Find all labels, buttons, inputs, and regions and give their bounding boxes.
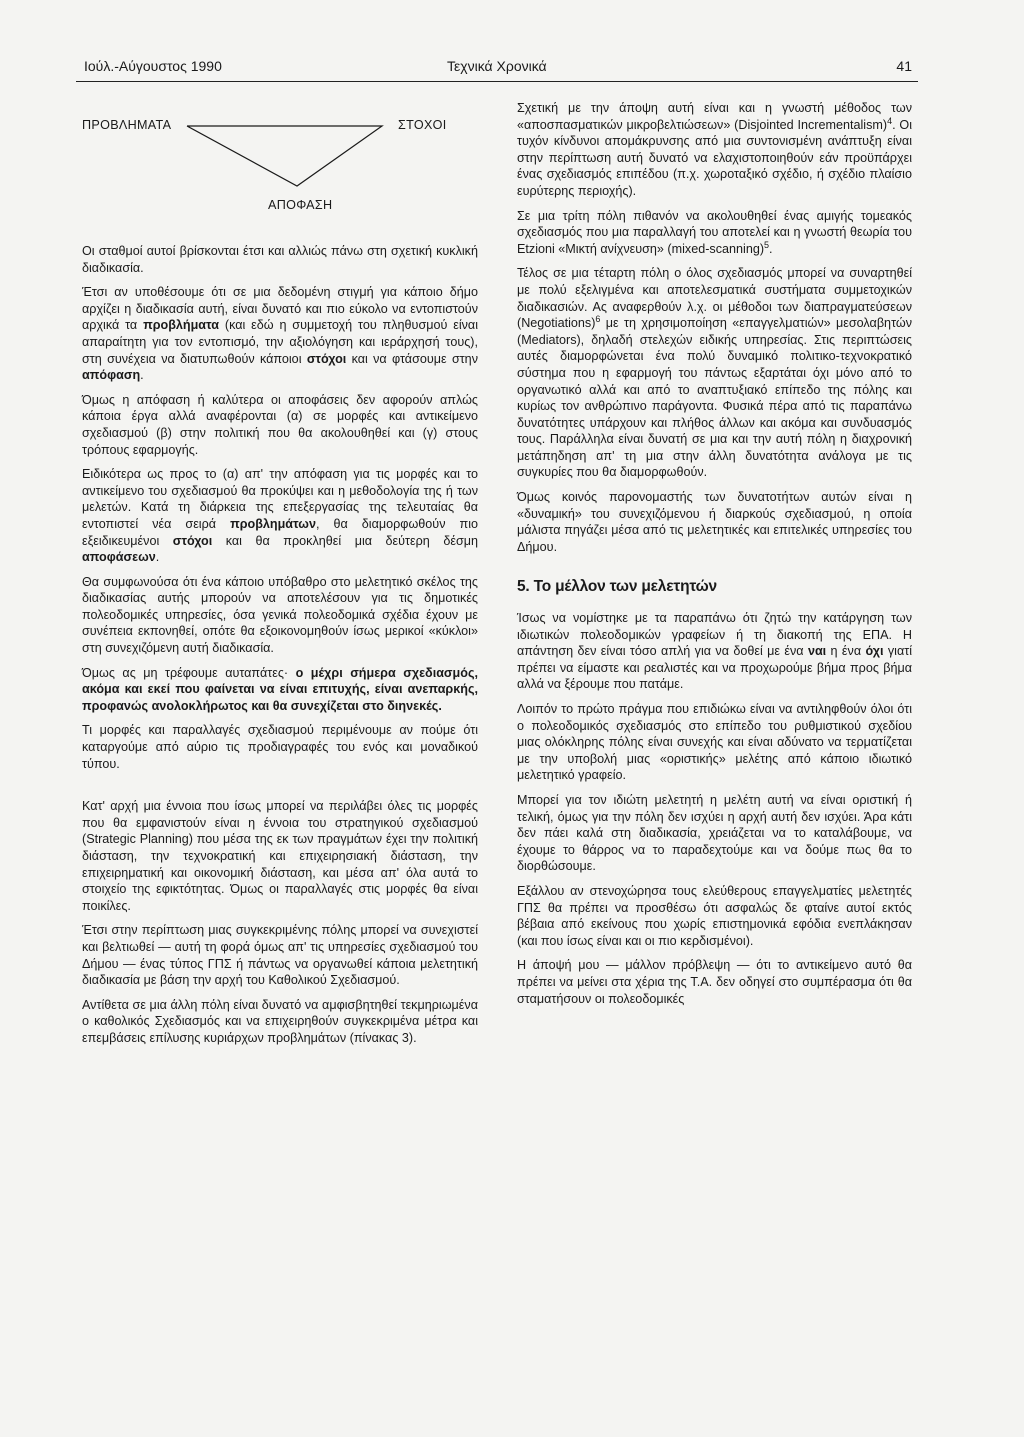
paragraph: Έτσι στην περίπτωση μιας συγκεκριμένης πόλης μπορεί να συνεχιστεί και βελτιωθεί — αυτή τη φορά όμως απ' τις υπηρεσίες σχεδιασμού του Δήμου — ένας τύπος ΓΠΣ ή πάντως να οργανωθεί κάποια μελετητική διαδικασία με βάση την αρχή του Καθολικού Σχεδιασμού. — [82, 923, 478, 988]
section-heading: 5. Το μέλλον των μελετητών — [517, 578, 717, 596]
paragraph: Σε μια τρίτη πόλη πιθανόν να ακολουθηθεί ένας αμιγής τομεακός σχεδιασμός που μια παραλλαγή του αποτελεί και η γνωστή θεωρία του Etzioni «Μικτή ανίχνευση» (mixed-scanning)$^5$. — [517, 208, 912, 256]
paragraph: Θα συμφωνούσα ότι ένα κάποιο υπόβαθρο στο μελετητικό σκέλος της διαδικασίας αυτής μπορούν να αποτελέσουν για τις δημοτικές πολεοδομικές υπηρεσίες, όσα γενικά πολεοδομικά σχέδια έχουν με συνέπεια εκπονηθεί, οπότε θα εξοικονομηθούν ίσως μερικοί «κύκλοι» στη συνεχιζόμενη αυτή διαδικασία. — [82, 574, 478, 656]
paragraph: Όμως ας μη τρέφουμε αυταπάτες· ο μέχρι σήμερα σχεδιασμός, ακόμα και εκεί που φαίνεται να είναι επιτυχής, είναι ανεπαρκής, προφανώς ανολοκλήρωτος και θα συνεχίζεται στο διηνεκές. — [82, 665, 478, 713]
left-column — [82, 243, 478, 1055]
triangle-shape — [187, 126, 382, 186]
paragraph: Όμως κοινός παρονομαστής των δυνατοτήτων αυτών είναι η «δυναμική» του συνεχιζόμενου ή διαρκούς σχεδιασμού, η οποία μάλιστα πηγάζει μέσα από τις μελετητικές και επιτελικές υπηρεσίες του Δήμου. — [517, 490, 912, 554]
label-decision: ΑΠΟΦΑΣΗ — [268, 198, 333, 212]
page-number: 41 — [896, 58, 912, 74]
paragraph: Κατ' αρχή μια έννοια που ίσως μπορεί να περιλάβει όλες τις μορφές που θα εμφανιστούν είναι η έννοια του στρατηγικού σχεδιασμού (Strategic Planning) που μέσα της εκ των πραγμάτων έχει την πολιτική διάσταση, την τεχνοκρατική και επιχειρησιακή διάσταση, την επιχειρηματική και οικονομική διάσταση, και μέσα απ' όλα αυτά το στοιχείο της εφικτότητας. Όμως οι παραλλαγές στις μορφές θα είναι ποικίλες. — [82, 799, 478, 913]
paragraph: Όμως η απόφαση ή καλύτερα οι αποφάσεις δεν αφορούν απλώς κάποια έργα αλλά αναφέρονται (α) σε μορφές και αντικείμενο σχεδιασμού (β) στην πολιτική που θα ακολουθηθεί και (γ) στους τρόπους εφαρμογής. — [82, 392, 478, 457]
label-goals: ΣΤΟΧΟΙ — [398, 118, 447, 132]
paragraph: Αντίθετα σε μια άλλη πόλη είναι δυνατό να αμφισβητηθεί τεκμηριωμένα ο καθολικός Σχεδιασμός και να επιχειρηθούν συγκεκριμένα μέτρα και επεμβάσεις επίλυσης κυριάρχων προβλημάτων (πίνακας 3). — [82, 997, 478, 1045]
paragraph: Τι μορφές και παραλλαγές σχεδιασμού περιμένουμε αν πούμε ότι καταργούμε από αύριο τις προδιαγραφές του ενός και μοναδικού τύπου. — [82, 723, 478, 771]
label-problems: ΠΡΟΒΛΗΜΑΤΑ — [82, 118, 172, 132]
page-header — [76, 56, 918, 82]
paragraph: Λοιπόν το πρώτο πράγμα που επιδιώκω είναι να αντιληφθούν όλοι ότι ο πολεοδομικός σχεδιασμός στο επίπεδο του ρυθμιστικού σχεδίου μιας ολόκληρης πόλης είναι συνεχής και είναι αδύνατο να τερματίζεται με την υποβολή μιας «οριστικής» μελέτης από κάποιο ιδιωτικό μελετητικό γραφείο. — [517, 702, 912, 783]
paragraph: Τέλος σε μια τέταρτη πόλη ο όλος σχεδιασμός μπορεί να συναρτηθεί με πολύ εξελιγμένα και αποτελεσματικά συστήματα συμμετοχικών διαδικασιών. Ας αναφερθούν λ.χ. οι μέθοδοι των διαπραγματεύσεων (Negotiations)$^6$ με τη χρησιμοποίηση «επαγγελματιών» μεσολαβητών (Mediators), δηλαδή στελεχών ειδικής υπηρεσίας. Στις περιπτώσεις αυτές διαμορφώνεται ένα πολύ δυναμικό πολιτικο-τεχνοκρατικό σύστημα που η εφαρμογή του πάντως εξαρτάται όχι μόνο από το οργανωτικό αλλά και από το αναπτυξιακό επίπεδο της πόλης και κυρίως τον ανθρώπινο παράγοντα. Φυσικά πέρα από τις παραπάνω δυνατότητες υπάρχουν και πλήθος άλλων και ακόμα και συνδυασμός τους. Παράλληλα είναι δυνατή σε μια και την αυτή πόλη η διαχρονική μετάπηδηση απ' τη μια στην άλλη δυνατότητα ανάλογα με τις συγκυρίες που θα διαμορφωθούν. — [517, 266, 912, 480]
paragraph: Ειδικότερα ως προς το (α) απ' την απόφαση για τις μορφές και το αντικείμενο του σχεδιασμού θα προκύψει και η μεθοδολογία της ή των μελετών. Κατά τη διάρκεια της επεξεργασίας της τελευταίας θα εντοπιστεί νέα σειρά προβλημάτων, θα διαμορφωθούν πιο εξειδικευμένοι στόχοι και θα προκληθεί μια δεύτερη δέσμη αποφάσεων. — [82, 467, 478, 565]
journal-title: Τεχνικά Χρονικά — [447, 58, 547, 74]
decision-triangle-diagram — [82, 98, 482, 228]
right-column — [517, 100, 912, 1015]
issue-date: Ιούλ.-Αύγουστος 1990 — [84, 58, 222, 74]
paragraph: Η άποψή μου — μάλλον πρόβλεψη — ότι το αντικείμενο αυτό θα πρέπει να μείνει στα χέρια της Τ.Α. δεν οδηγεί στο συμπέρασμα ότι θα σταματήσουν οι πολεοδομικές — [517, 958, 912, 1006]
paragraph: Μπορεί για τον ιδιώτη μελετητή η μελέτη αυτή να είναι οριστική ή τελική, όμως για την πόλη δεν ισχύει η αρχή αυτή δεν ισχύει. Άρα κάτι δεν πάει καλά στη διαδικασία, χρειάζεται να το καταλάβουμε, να έχουμε το θάρρος να το παραδεχτούμε και να δούμε πως θα το διορθώσουμε. — [517, 792, 912, 874]
paragraph: Οι σταθμοί αυτοί βρίσκονται έτσι και αλλιώς πάνω στη σχετική κυκλική διαδικασία. — [82, 244, 478, 275]
header-rule — [76, 81, 918, 82]
paragraph: Έτσι αν υποθέσουμε ότι σε μια δεδομένη στιγμή για κάποιο δήμο αρχίζει η διαδικασία αυτή, είναι δυνατό και πιο εύκολο να εντοπιστούν αρχικά τα προβλήματα (και εδώ η συμμετοχή του πληθυσμού είναι απαραίτητη για τον εντοπισμό, την αξιολόγηση και ιεράρχησή τους), στη συνέχεια να διατυπωθούν κάποιοι στόχοι και να φτάσουμε στην απόφαση. — [82, 285, 478, 383]
paragraph: Εξάλλου αν στενοχώρησα τους ελεύθερους επαγγελματίες μελετητές ΓΠΣ θα πρέπει να προσθέσω ότι ασφαλώς δε φταίνε αυτοί εκτός βέβαια από εκείνους που χωρίς επιστημονικά εφόδια ενεπλάκησαν (και που ίσως είναι και οι πιο κερδισμένοι). — [517, 883, 912, 948]
paragraph: Σχετική με την άποψη αυτή είναι και η γνωστή μέθοδος των «αποσπασματικών μικροβελτιώσεων» (Disjointed Incrementalism)$^4$. Οι τυχόν κίνδυνοι απομάκρυνσης από μια συντονισμένη ανάπτυξη είναι στην περίπτωση αυτή δυνατό να ελαχιστοποιηθούν εάν προϋπάρχει ένας σχεδιασμός επιπέδου (π.χ. χωροταξικό σχέδιο, ή σχέδιο πλαίσιο ευρύτερης περιοχής). — [517, 101, 912, 198]
paragraph: Ίσως να νομίστηκε με τα παραπάνω ότι ζητώ την κατάργηση των ιδιωτικών πολεοδομικών γραφείων ή τη διακοπή της ΕΠΑ. Η απάντηση δεν είναι τόσο απλή για να δοθεί με ένα ναι η ένα όχι γιατί πρέπει να είμαστε και ρεαλιστές και να προχωρούμε βήμα προς βήμα αλλά να ξέρουμε που πατάμε. — [517, 611, 912, 692]
